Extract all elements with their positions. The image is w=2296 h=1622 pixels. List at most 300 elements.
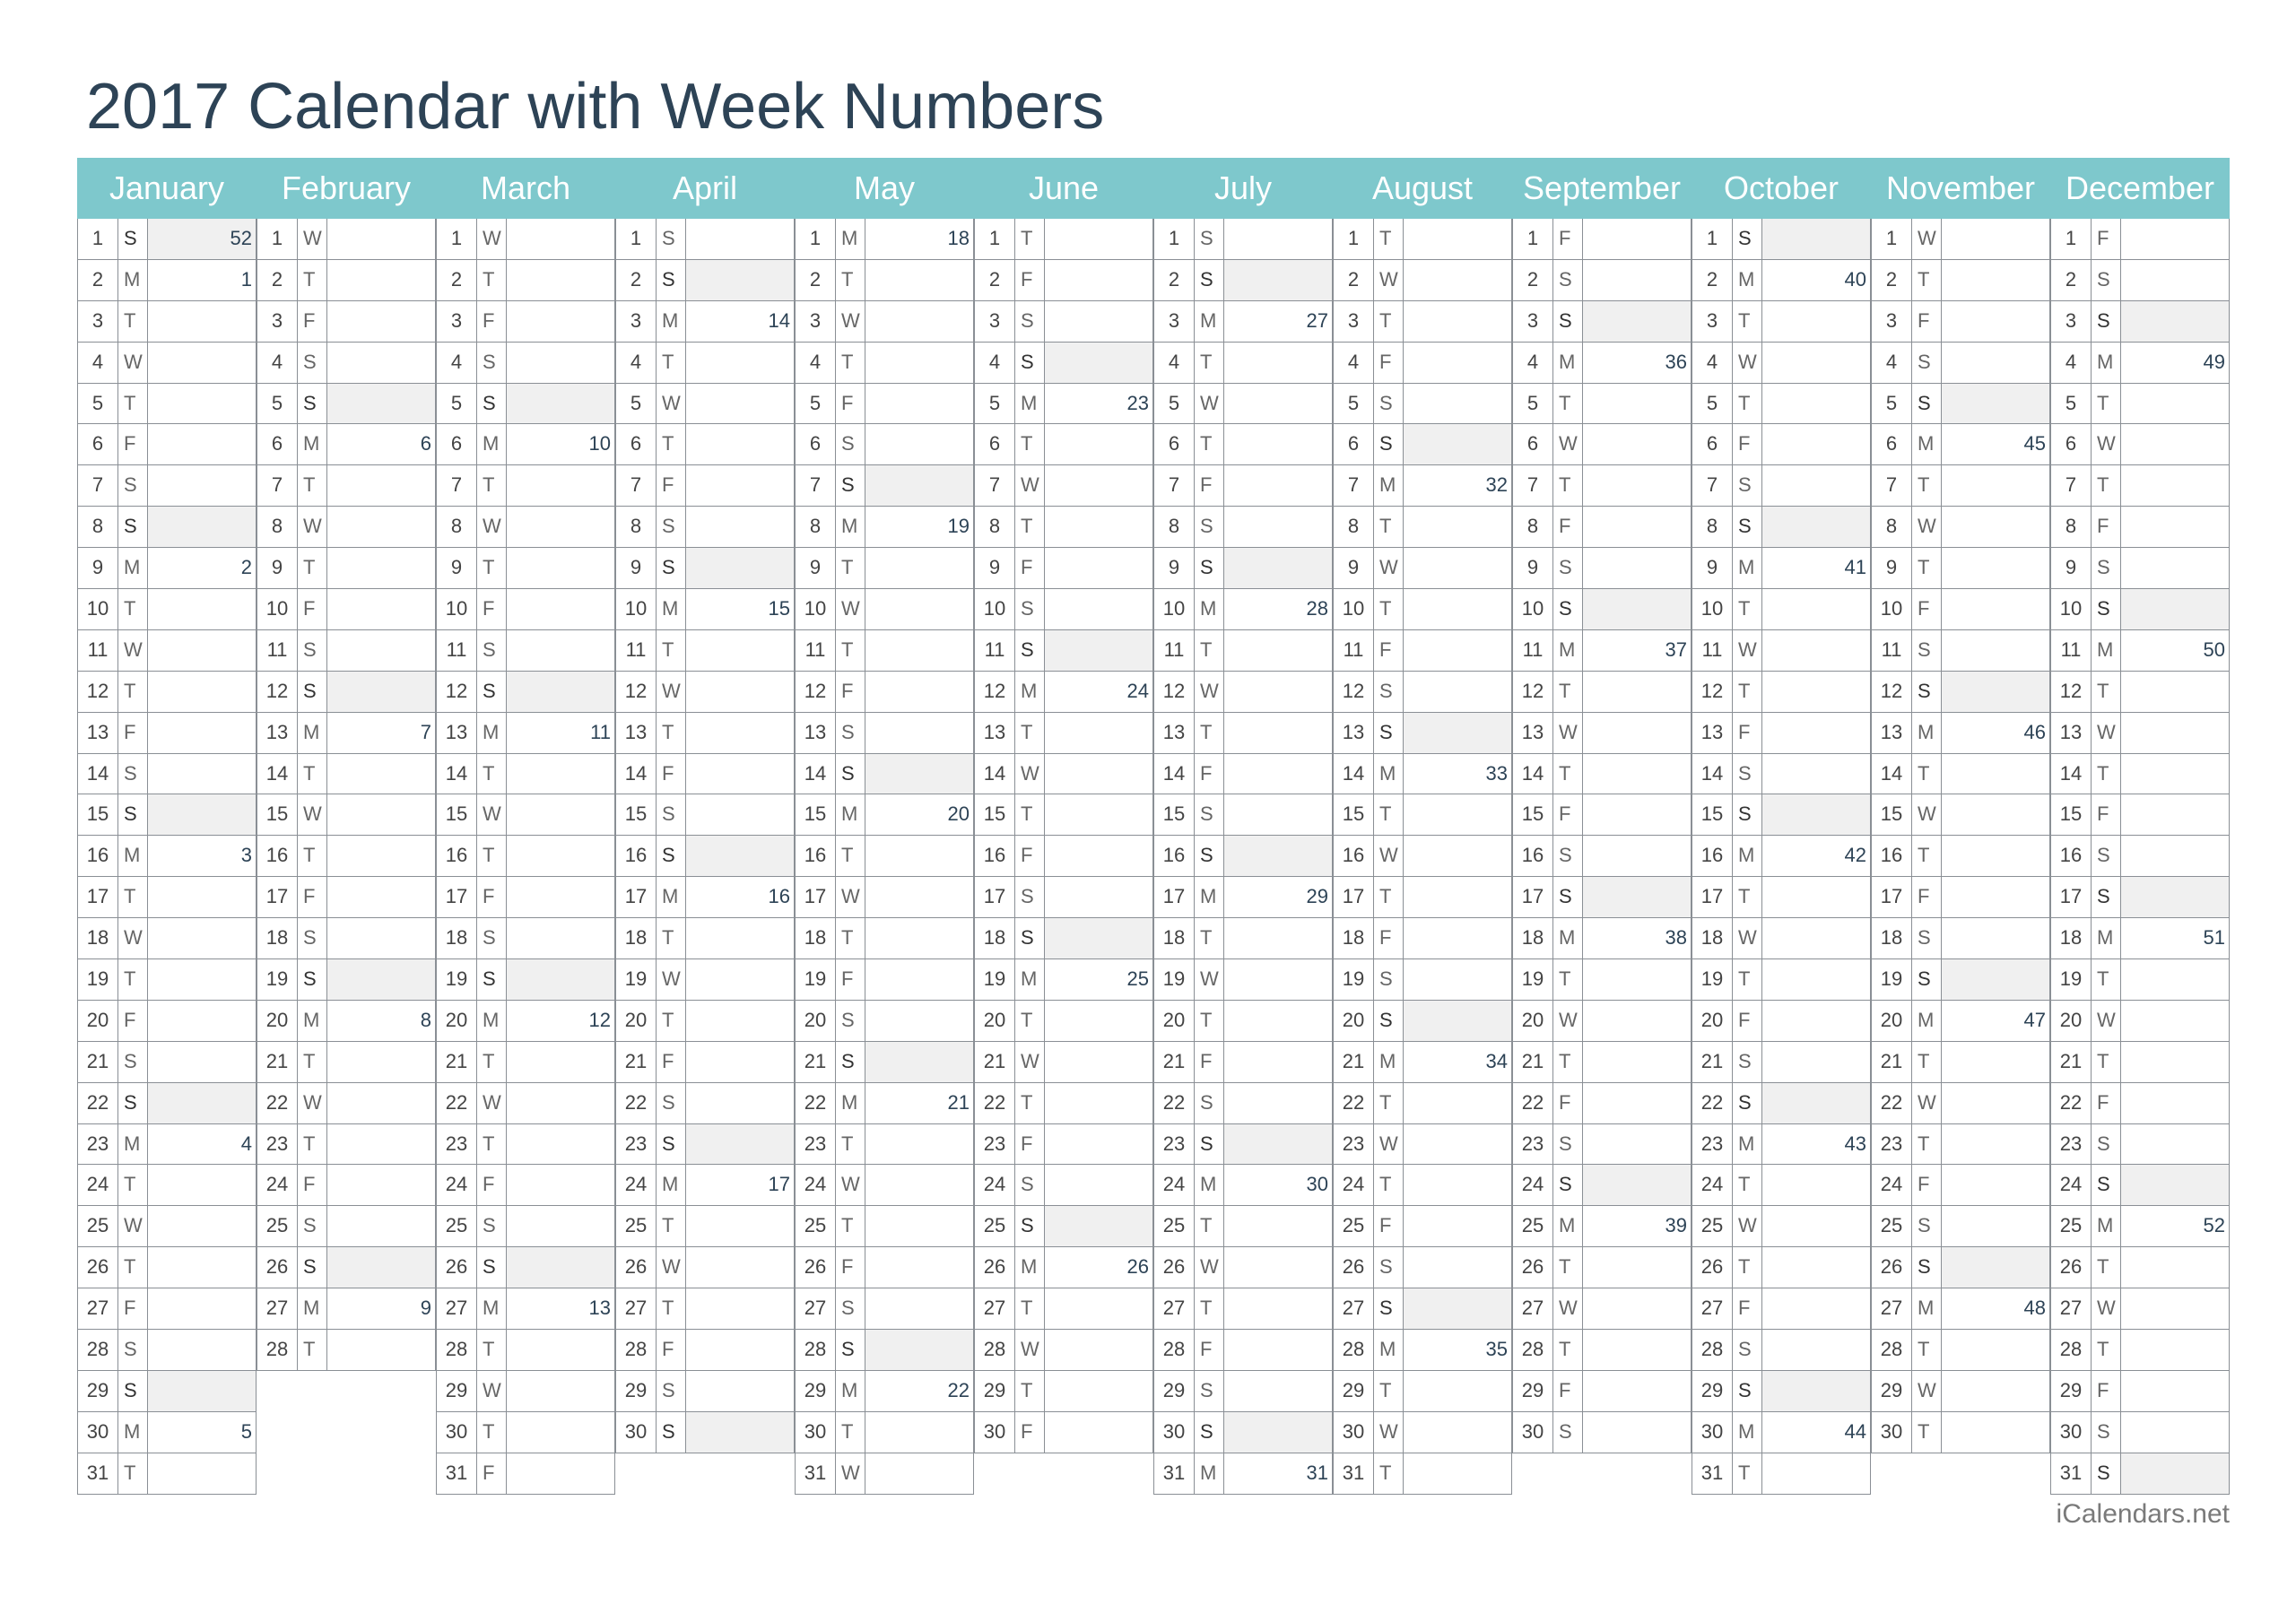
- day-number: 5: [450, 391, 463, 414]
- week-number: [1045, 1042, 1152, 1082]
- day-number: 7: [1168, 473, 1180, 497]
- weekday-letter: M: [1911, 1001, 1942, 1041]
- weekday-letter: T: [297, 1124, 327, 1165]
- weekday-letter: T: [1194, 1001, 1224, 1041]
- week-number: 22: [947, 1378, 970, 1401]
- day-number: 16: [86, 844, 109, 867]
- weekday-letter: W: [1732, 918, 1762, 958]
- weekday-letter: T: [1014, 219, 1045, 259]
- week-number: [507, 219, 614, 259]
- month-column-february: [257, 158, 436, 1371]
- day-number: 10: [1880, 597, 1903, 620]
- day-number: 7: [809, 473, 822, 497]
- day-row: [1871, 754, 2050, 795]
- weekday-letter: F: [656, 1330, 686, 1370]
- day-number: 30: [86, 1419, 109, 1443]
- day-number: 19: [983, 967, 1006, 991]
- weekday-letter: T: [1194, 1288, 1224, 1329]
- day-row: [2050, 877, 2230, 918]
- week-number: [1942, 754, 2049, 794]
- day-row: [615, 754, 795, 795]
- weekday-letter: M: [117, 836, 148, 876]
- weekday-letter: W: [835, 589, 865, 629]
- day-number: 22: [1880, 1090, 1903, 1114]
- week-number: [686, 1412, 794, 1453]
- week-number: [1404, 301, 1511, 342]
- week-number: 52: [2203, 1214, 2225, 1237]
- weekday-letter: T: [1014, 713, 1045, 753]
- day-number: 12: [1162, 679, 1186, 702]
- weekday-letter: S: [1014, 589, 1045, 629]
- week-number: 50: [2203, 638, 2225, 661]
- week-number: [1224, 1001, 1332, 1041]
- weekday-letter: M: [1552, 1206, 1583, 1246]
- week-number: 52: [148, 219, 256, 259]
- day-row: [1871, 507, 2050, 548]
- day-number: 1: [1347, 227, 1360, 249]
- week-number: [1045, 630, 1152, 671]
- day-number: 30: [804, 1419, 827, 1443]
- week-number: [1045, 1165, 1152, 1205]
- month-header: February: [257, 158, 436, 219]
- day-number: 20: [2059, 1008, 2083, 1031]
- day-row: [2050, 1453, 2230, 1495]
- day-number: 15: [86, 802, 109, 826]
- weekday-letter: W: [1732, 1206, 1762, 1246]
- weekday-letter: T: [476, 1330, 507, 1370]
- weekday-letter: T: [2091, 465, 2121, 506]
- week-number: [1583, 1247, 1691, 1288]
- day-row: [974, 1330, 1153, 1371]
- week-number: [1942, 836, 2049, 876]
- weekday-letter: T: [297, 260, 327, 300]
- weekday-letter: T: [117, 589, 148, 629]
- week-number: [2121, 1288, 2229, 1329]
- week-number: [1762, 877, 1870, 917]
- weekday-letter: S: [1911, 1206, 1942, 1246]
- day-number: 21: [804, 1049, 827, 1072]
- day-number: 1: [1526, 227, 1539, 249]
- day-row: [257, 465, 436, 507]
- weekday-letter: M: [835, 794, 865, 835]
- day-number: 3: [450, 308, 463, 332]
- day-row: [77, 384, 257, 425]
- weekday-letter: S: [1014, 1165, 1045, 1205]
- day-row: [1871, 1412, 2050, 1453]
- week-number: 29: [1306, 885, 1328, 908]
- day-row: [1692, 1453, 1871, 1495]
- day-row: [1333, 754, 1512, 795]
- day-row: [257, 507, 436, 548]
- day-number: 2: [2065, 267, 2077, 291]
- day-row: [257, 959, 436, 1001]
- day-row: [257, 1330, 436, 1371]
- weekday-letter: S: [2091, 1453, 2121, 1494]
- day-number: 6: [1885, 432, 1898, 455]
- day-row: [436, 1001, 615, 1042]
- weekday-letter: W: [1194, 959, 1224, 1000]
- weekday-letter: T: [2091, 1042, 2121, 1082]
- day-row: [615, 836, 795, 877]
- weekday-letter: T: [297, 1330, 327, 1370]
- week-number: [148, 1083, 256, 1123]
- day-row: [1153, 589, 1333, 630]
- day-number: 25: [1342, 1214, 1365, 1237]
- week-number: [686, 507, 794, 547]
- day-number: 4: [450, 350, 463, 373]
- weekday-letter: M: [1732, 548, 1762, 588]
- day-row: [2050, 465, 2230, 507]
- week-number: [148, 794, 256, 835]
- month-column-september: [1512, 158, 1692, 1453]
- week-number: [1762, 1247, 1870, 1288]
- weekday-letter: S: [117, 1330, 148, 1370]
- day-row: [77, 301, 257, 343]
- day-row: [795, 1206, 974, 1247]
- day-row: [1871, 465, 2050, 507]
- weekday-letter: W: [1014, 465, 1045, 506]
- week-number: [1404, 424, 1511, 464]
- week-number: [148, 959, 256, 1000]
- week-number: [1404, 1247, 1511, 1288]
- day-row: [795, 384, 974, 425]
- day-number: 22: [1162, 1090, 1186, 1114]
- week-number: [865, 959, 973, 1000]
- weekday-letter: S: [1732, 1042, 1762, 1082]
- day-number: 24: [1521, 1173, 1544, 1196]
- day-row: [436, 260, 615, 301]
- day-row: [615, 630, 795, 672]
- weekday-letter: M: [297, 713, 327, 753]
- day-row: [795, 301, 974, 343]
- week-number: 8: [420, 1008, 431, 1031]
- day-number: 11: [1701, 638, 1723, 661]
- week-number: 35: [1485, 1338, 1508, 1361]
- weekday-letter: T: [476, 1124, 507, 1165]
- weekday-letter: M: [297, 424, 327, 464]
- day-row: [1153, 959, 1333, 1001]
- week-number: [1762, 219, 1870, 259]
- day-number: 9: [809, 556, 822, 579]
- week-number: [2121, 301, 2229, 342]
- day-row: [257, 1042, 436, 1083]
- day-number: 29: [804, 1378, 827, 1401]
- weekday-letter: S: [297, 1206, 327, 1246]
- day-row: [436, 877, 615, 918]
- week-number: [327, 959, 435, 1000]
- day-row: [2050, 424, 2230, 465]
- day-row: [1333, 877, 1512, 918]
- day-number: 12: [624, 679, 648, 702]
- week-number: [2121, 1124, 2229, 1165]
- day-number: 8: [1347, 515, 1360, 538]
- day-number: 6: [450, 432, 463, 455]
- day-number: 13: [624, 720, 648, 743]
- day-number: 17: [1342, 885, 1365, 908]
- day-number: 1: [809, 227, 822, 249]
- weekday-letter: T: [835, 548, 865, 588]
- day-row: [2050, 260, 2230, 301]
- week-number: [1224, 754, 1332, 794]
- day-number: 27: [1342, 1297, 1365, 1320]
- day-number: 10: [445, 597, 468, 620]
- day-row: [77, 548, 257, 589]
- week-number: [686, 794, 794, 835]
- week-number: [1762, 384, 1870, 424]
- week-number: [1942, 794, 2049, 835]
- week-number: [148, 918, 256, 958]
- weekday-letter: M: [297, 1288, 327, 1329]
- weekday-letter: W: [656, 959, 686, 1000]
- day-number: 5: [1347, 391, 1360, 414]
- day-number: 27: [86, 1297, 109, 1320]
- weekday-letter: T: [1373, 589, 1404, 629]
- day-row: [2050, 219, 2230, 260]
- week-number: [1404, 918, 1511, 958]
- week-number: [507, 877, 614, 917]
- week-number: [1224, 1206, 1332, 1246]
- weekday-letter: W: [656, 1247, 686, 1288]
- day-row: [77, 589, 257, 630]
- weekday-letter: M: [476, 713, 507, 753]
- week-number: [327, 1083, 435, 1123]
- day-number: 19: [445, 967, 468, 991]
- weekday-letter: S: [297, 959, 327, 1000]
- weekday-letter: S: [1911, 672, 1942, 712]
- weekday-letter: W: [1732, 630, 1762, 671]
- day-number: 29: [1700, 1378, 1724, 1401]
- week-number: [1404, 1288, 1511, 1329]
- week-number: [327, 1247, 435, 1288]
- week-number: [507, 465, 614, 506]
- day-row: [795, 424, 974, 465]
- week-number: [686, 1288, 794, 1329]
- day-number: 4: [1885, 350, 1898, 373]
- day-row: [2050, 754, 2230, 795]
- day-number: 29: [1521, 1378, 1544, 1401]
- month-column-august: [1333, 158, 1512, 1495]
- weekday-letter: S: [1732, 219, 1762, 259]
- day-row: [77, 1206, 257, 1247]
- weekday-letter: W: [656, 672, 686, 712]
- weekday-letter: M: [1194, 1453, 1224, 1494]
- day-number: 24: [1162, 1173, 1186, 1196]
- day-number: 6: [809, 432, 822, 455]
- day-row: [1512, 630, 1692, 672]
- week-number: 42: [1844, 844, 1866, 867]
- day-row: [436, 959, 615, 1001]
- day-number: 22: [983, 1090, 1006, 1114]
- day-number: 7: [1885, 473, 1898, 497]
- day-number: 21: [1521, 1049, 1544, 1072]
- day-number: 17: [983, 885, 1006, 908]
- weekday-letter: S: [2091, 877, 2121, 917]
- week-number: [865, 754, 973, 794]
- weekday-letter: S: [476, 1247, 507, 1288]
- week-number: [1762, 1371, 1870, 1411]
- week-number: [1404, 507, 1511, 547]
- week-number: [2121, 1330, 2229, 1370]
- day-row: [1153, 507, 1333, 548]
- day-row: [1153, 1247, 1333, 1288]
- week-number: [865, 1001, 973, 1041]
- week-number: [2121, 836, 2229, 876]
- day-row: [795, 260, 974, 301]
- week-number: [1583, 465, 1691, 506]
- weekday-letter: F: [1014, 1124, 1045, 1165]
- day-number: 29: [1162, 1378, 1186, 1401]
- week-number: [1583, 219, 1691, 259]
- day-number: 20: [1162, 1008, 1186, 1031]
- day-number: 2: [630, 267, 642, 291]
- weekday-letter: F: [1911, 877, 1942, 917]
- week-number: [865, 1412, 973, 1453]
- week-number: [865, 918, 973, 958]
- day-row: [974, 548, 1153, 589]
- day-number: 19: [1342, 967, 1365, 991]
- weekday-letter: S: [656, 836, 686, 876]
- day-row: [1692, 877, 1871, 918]
- weekday-letter: W: [1552, 1288, 1583, 1329]
- weekday-letter: M: [656, 877, 686, 917]
- weekday-letter: F: [1911, 589, 1942, 629]
- weekday-letter: S: [117, 794, 148, 835]
- day-row: [1512, 918, 1692, 959]
- day-row: [615, 1206, 795, 1247]
- day-row: [1692, 1247, 1871, 1288]
- weekday-letter: M: [835, 1371, 865, 1411]
- day-number: 9: [988, 556, 1001, 579]
- month-column-december: [2050, 158, 2230, 1495]
- day-number: 3: [1347, 308, 1360, 332]
- week-number: [1762, 1330, 1870, 1370]
- weekday-letter: W: [117, 630, 148, 671]
- day-number: 28: [624, 1338, 648, 1361]
- day-row: [77, 1042, 257, 1083]
- day-number: 4: [271, 350, 283, 373]
- day-row: [795, 1165, 974, 1206]
- week-number: [1045, 1412, 1152, 1453]
- weekday-letter: T: [1552, 1330, 1583, 1370]
- day-number: 23: [983, 1132, 1006, 1155]
- weekday-letter: T: [835, 1124, 865, 1165]
- weekday-letter: M: [117, 548, 148, 588]
- weekday-letter: F: [297, 589, 327, 629]
- week-number: [148, 301, 256, 342]
- weekday-letter: F: [1911, 301, 1942, 342]
- day-number: 18: [1880, 926, 1903, 950]
- week-number: [1045, 877, 1152, 917]
- week-number: [2121, 1083, 2229, 1123]
- weekday-letter: M: [1732, 1412, 1762, 1453]
- day-number: 27: [2059, 1297, 2083, 1320]
- weekday-letter: T: [297, 465, 327, 506]
- weekday-letter: S: [656, 507, 686, 547]
- week-number: [1942, 1412, 2049, 1453]
- week-number: [2121, 1001, 2229, 1041]
- weekday-letter: T: [1911, 465, 1942, 506]
- day-number: 8: [1168, 515, 1180, 538]
- week-number: 51: [2203, 926, 2225, 950]
- week-number: [1762, 1453, 1870, 1494]
- week-number: [686, 1206, 794, 1246]
- week-number: [1762, 465, 1870, 506]
- day-number: 14: [445, 761, 468, 785]
- day-number: 29: [983, 1378, 1006, 1401]
- day-row: [795, 219, 974, 260]
- day-row: [1512, 754, 1692, 795]
- day-number: 24: [265, 1173, 289, 1196]
- day-row: [1333, 260, 1512, 301]
- week-number: [2121, 1453, 2229, 1494]
- week-number: [1942, 1330, 2049, 1370]
- week-number: 46: [2023, 720, 2046, 743]
- day-number: 27: [983, 1297, 1006, 1320]
- day-number: 17: [2059, 885, 2083, 908]
- day-number: 22: [1342, 1090, 1365, 1114]
- day-number: 17: [445, 885, 468, 908]
- day-number: 9: [1168, 556, 1180, 579]
- weekday-letter: F: [1732, 713, 1762, 753]
- day-number: 27: [445, 1297, 468, 1320]
- day-row: [1512, 1165, 1692, 1206]
- week-number: [1583, 1083, 1691, 1123]
- weekday-letter: W: [297, 794, 327, 835]
- weekday-letter: F: [117, 424, 148, 464]
- day-row: [795, 1288, 974, 1330]
- weekday-letter: F: [656, 465, 686, 506]
- weekday-letter: W: [835, 301, 865, 342]
- day-number: 19: [1521, 967, 1544, 991]
- day-row: [1153, 836, 1333, 877]
- week-number: [2121, 1042, 2229, 1082]
- day-row: [2050, 1124, 2230, 1166]
- day-number: 14: [1342, 761, 1365, 785]
- weekday-letter: S: [1194, 507, 1224, 547]
- week-number: [1942, 301, 2049, 342]
- day-row: [257, 301, 436, 343]
- weekday-letter: T: [1732, 384, 1762, 424]
- day-number: 9: [271, 556, 283, 579]
- day-row: [1692, 219, 1871, 260]
- weekday-letter: T: [1014, 1371, 1045, 1411]
- day-number: 8: [1885, 515, 1898, 538]
- day-row: [1871, 959, 2050, 1001]
- day-row: [2050, 672, 2230, 713]
- week-number: [1045, 713, 1152, 753]
- week-number: [327, 219, 435, 259]
- weekday-letter: T: [117, 1453, 148, 1494]
- week-number: 28: [1306, 597, 1328, 620]
- week-number: 10: [588, 432, 611, 455]
- day-number: 20: [804, 1008, 827, 1031]
- day-number: 13: [1162, 720, 1186, 743]
- day-row: [974, 672, 1153, 713]
- day-row: [1153, 548, 1333, 589]
- week-number: [1762, 1083, 1870, 1123]
- week-number: [2121, 1165, 2229, 1205]
- week-number: 11: [590, 720, 611, 743]
- week-number: [148, 713, 256, 753]
- day-number: 1: [91, 227, 104, 249]
- weekday-letter: S: [2091, 260, 2121, 300]
- day-number: 3: [2065, 308, 2077, 332]
- weekday-letter: S: [117, 507, 148, 547]
- day-number: 27: [1880, 1297, 1903, 1320]
- weekday-letter: F: [1014, 836, 1045, 876]
- day-number: 31: [1162, 1461, 1186, 1484]
- week-number: [1404, 713, 1511, 753]
